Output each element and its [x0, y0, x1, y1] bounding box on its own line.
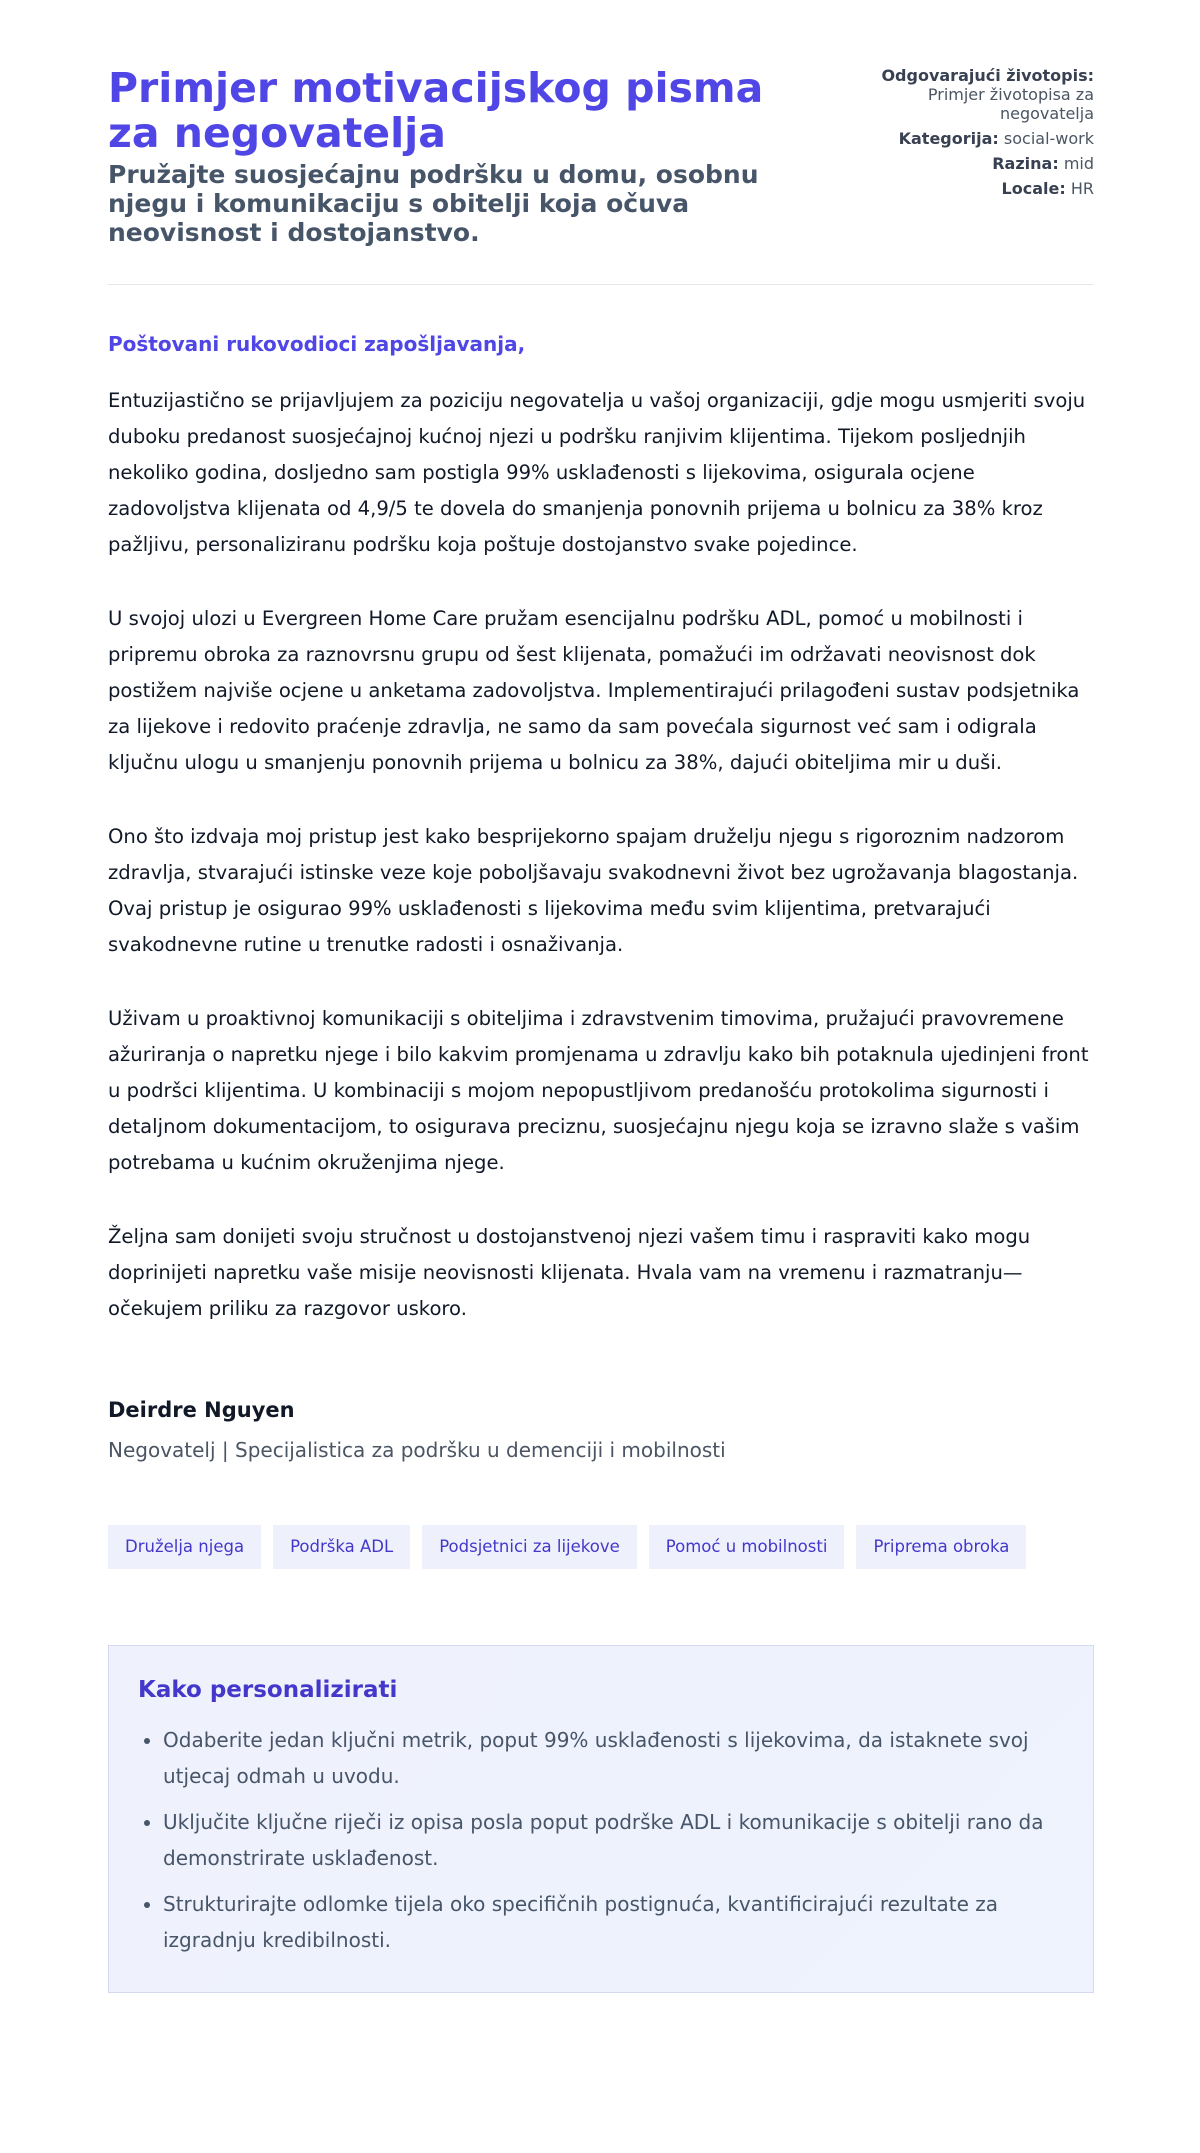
signature [108, 1397, 1094, 1463]
signature-title: Negovatelj | Specijalistica za podršku u demenciji i mobilnosti [108, 1438, 726, 1462]
meta-locale-value: HR [1070, 179, 1094, 198]
tip-item: • Uključite ključne riječi iz opisa posla poput podrške ADL i komunikacije s obitelji rano da demonstrirate usklađenost. [163, 1804, 1063, 1876]
letter-body [108, 331, 1094, 1993]
meta-panel [834, 66, 1094, 204]
skill-tag: Podrška ADL [273, 1525, 410, 1569]
page-subtitle: Pružajte suosjećajnu podršku u domu, osobnu njegu i komunikaciju s obitelji koja očuva neovisnost i dostojanstvo. [108, 160, 759, 247]
letter-greeting: Poštovani rukovodioci zapošljavanja, [108, 332, 526, 356]
skill-tag: Pomoć u mobilnosti [649, 1525, 845, 1569]
meta-category [834, 129, 1094, 149]
meta-locale-label: Locale: [1001, 179, 1066, 198]
skill-tag: Podsjetnici za lijekove [422, 1525, 637, 1569]
skill-tags [108, 1525, 1094, 1569]
meta-resume-value: Primjer životopisa za negovatelja [927, 85, 1094, 123]
cover-letter-page [108, 0, 1094, 1993]
tips-title: Kako personalizirati [138, 1677, 398, 1703]
meta-level-label: Razina: [992, 154, 1059, 173]
meta-resume [834, 66, 1094, 123]
tips-list [138, 1722, 1063, 1958]
letter-paragraph: Uživam u proaktivnoj komunikaciji s obiteljima i zdravstvenim timovima, pružajući pravovremene ažuriranja o napretku njege i bilo kakvim promjenama u zdravlju kako bih potaknula ujedinjeni front u podršci klijentima. U kombinaciji s mojom nepopustljivom predanošću protokolima sigurnosti i detaljnom dokumentacijom, to osigurava preciznu, suosjećajnu njegu koja se izravno slaže s vašim potrebama u kućnim okruženjima njege. [108, 1007, 1089, 1174]
letter-paragraph: U svojoj ulozi u Evergreen Home Care pružam esencijalnu podršku ADL, pomoć u mobilnosti i pripremu obroka za raznovrsnu grupu od šest klijenata, pomažući im održavati neovisnost dok postižem najviše ocjene u anketama zadovoljstva. Implementirajući prilagođeni sustav podsjetnika za lijekove i redovito praćenje zdravlja, ne samo da sam povećala sigurnost već sam i odigrala ključnu ulogu u smanjenju ponovnih prijema u bolnicu za 38%, dajući obiteljima mir u duši. [108, 607, 1080, 774]
meta-level [834, 154, 1094, 174]
meta-level-value: mid [1063, 154, 1094, 173]
letter-paragraph: Željna sam donijeti svoju stručnost u dostojanstvenoj njezi vašem timu i raspraviti kako mogu doprinijeti napretku vaše misije neovisnosti klijenata. Hvala vam na vremenu i razmatranju—očekujem priliku za razgovor uskoro. [108, 1225, 1031, 1320]
meta-locale [834, 179, 1094, 199]
skill-tag: Priprema obroka [856, 1525, 1026, 1569]
skill-tag: Druželja njega [108, 1525, 261, 1569]
tip-item: • Strukturirajte odlomke tijela oko specifičnih postignuća, kvantificirajući rezultate za izgradnju kredibilnosti. [163, 1886, 1063, 1958]
page-header [108, 66, 1094, 285]
page-title: Primjer motivacijskog pisma za negovatelja [108, 64, 764, 157]
letter-paragraph: Entuzijastično se prijavljujem za poziciju negovatelja u vašoj organizaciji, gdje mogu usmjeriti svoju duboku predanost suosjećajnoj kućnoj njezi u podršku ranjivim klijentima. Tijekom posljednjih nekoliko godina, dosljedno sam postigla 99% usklađenosti s lijekovima, osigurala ocjene zadovoljstva klijenata od 4,9/5 te dovela do smanjenja ponovnih prijema u bolnicu za 38% kroz pažljivu, personaliziranu podršku koja poštuje dostojanstvo svake pojedince. [108, 389, 1086, 556]
meta-category-label: Kategorija: [898, 129, 999, 148]
meta-category-value: social-work [1003, 129, 1094, 148]
signature-name: Deirdre Nguyen [108, 1398, 295, 1422]
meta-resume-label: Odgovarajući životopis: [881, 66, 1094, 85]
tip-item: • Odaberite jedan ključni metrik, poput 99% usklađenosti s lijekovima, da istaknete svoj utjecaj odmah u uvodu. [163, 1722, 1063, 1794]
title-block [108, 66, 828, 247]
letter-paragraph: Ono što izdvaja moj pristup jest kako besprijekorno spajam druželju njegu s rigoroznim nadzorom zdravlja, stvarajući istinske veze koje poboljšavaju svakodnevni život bez ugrožavanja blagostanja. Ovaj pristup je osigurao 99% usklađenosti s lijekovima među svim klijentima, pretvarajući svakodnevne rutine u trenutke radosti i osnaživanja. [108, 825, 1079, 956]
personalization-tips [108, 1645, 1094, 1993]
